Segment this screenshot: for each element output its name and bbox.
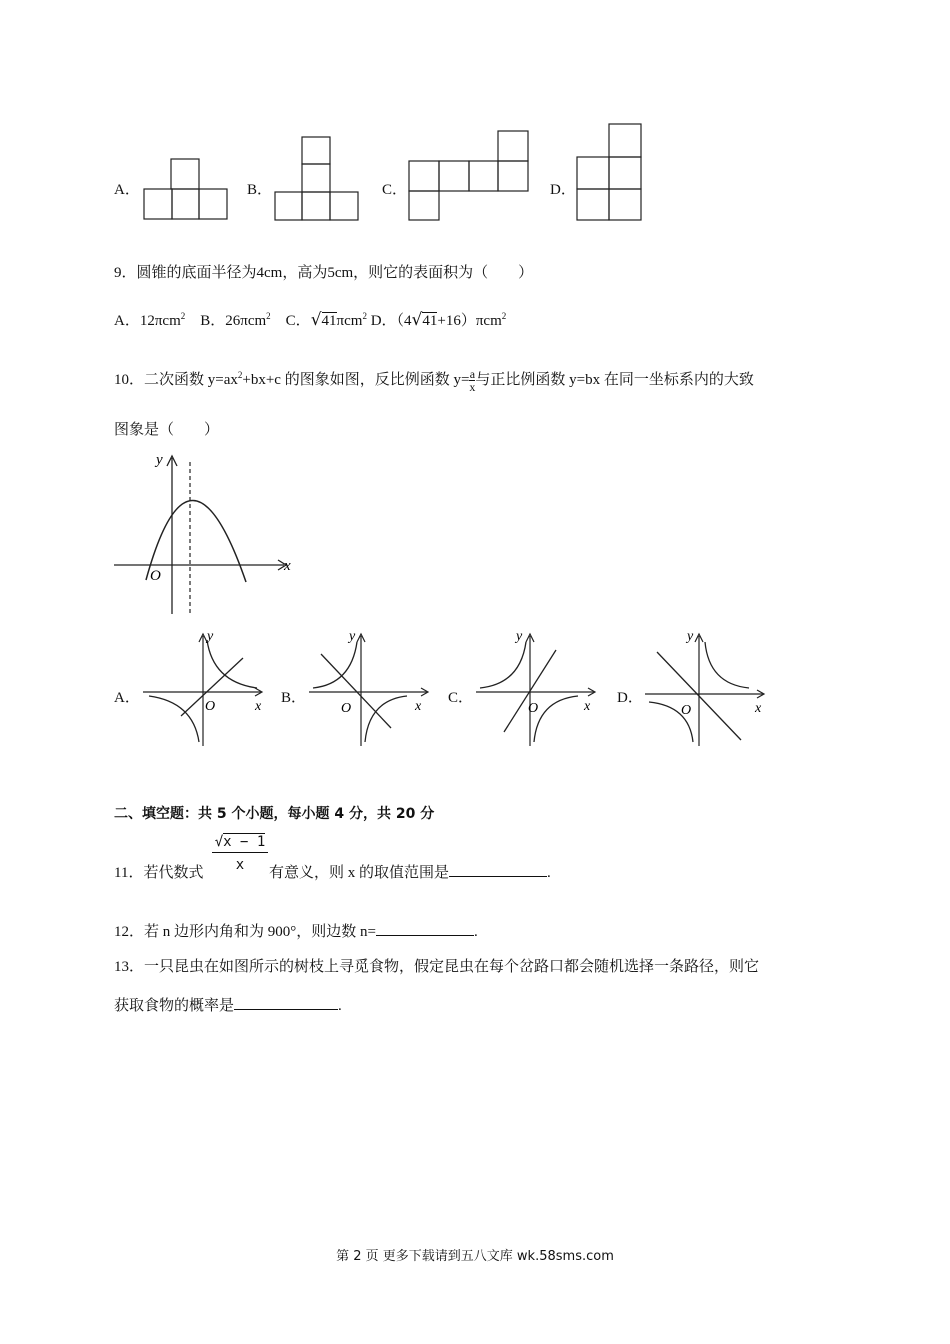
q10-option-d-label: D． bbox=[617, 690, 643, 706]
q11-numerator bbox=[212, 834, 268, 853]
q10-d-axis-y: y bbox=[687, 630, 694, 644]
q9-option-a-label: A． bbox=[114, 313, 140, 329]
q10-parabola-figure bbox=[112, 450, 292, 616]
q10-c-origin: O bbox=[528, 701, 539, 716]
page-footer: 第 2 页 更多下载请到五八文库 wk.58sms.com bbox=[336, 1249, 614, 1264]
q9-option-d-sup: 2 bbox=[501, 311, 507, 321]
q9-option-c-radicand: 41 bbox=[321, 313, 337, 329]
q12-end: . bbox=[473, 924, 478, 940]
q9-option-b-sup: 2 bbox=[266, 311, 271, 321]
q10-option-c-label: C． bbox=[448, 690, 474, 706]
q10-option-a-label: A． bbox=[114, 690, 140, 706]
q10-c-axis-x: x bbox=[584, 699, 591, 714]
q10-d-axis-x: x bbox=[755, 701, 762, 716]
q11-radical-sign: √ bbox=[214, 834, 224, 850]
q8-option-a-figure bbox=[143, 157, 229, 221]
q11-suffix-line bbox=[269, 861, 551, 882]
q13-line1: 13．一只昆虫在如图所示的树枝上寻觅食物，假定昆虫在每个岔路口都会随机选择一条路径，则它 bbox=[114, 959, 760, 975]
q11-suffix: 有意义，则 x 的取值范围是 bbox=[269, 865, 450, 881]
q10-option-a-figure bbox=[141, 630, 267, 748]
q10-axis-x-label: x bbox=[284, 558, 291, 574]
q10-option-c-figure bbox=[474, 630, 600, 748]
q9-option-d-radical: √ bbox=[411, 310, 423, 330]
q9-option-c-sup: 2 bbox=[362, 311, 367, 321]
q8-option-a-label: A． bbox=[114, 182, 140, 198]
q10-frac-num: a bbox=[469, 367, 476, 382]
q9-option-b-value: 26πcm bbox=[225, 313, 267, 329]
q9-option-c-radical: √ bbox=[310, 310, 322, 330]
q11-denominator: x bbox=[235, 857, 245, 873]
q9-option-d-pre: （4 bbox=[396, 313, 412, 329]
q9-options bbox=[114, 309, 506, 330]
q10-b-axis-y: y bbox=[349, 630, 356, 644]
q11-fraction bbox=[212, 834, 268, 873]
q10-a-origin: O bbox=[205, 699, 216, 714]
q10-stem-part3: 与正比例函数 y=bx 在同一坐标系内的大致 bbox=[475, 372, 754, 388]
q9-option-a-sup: 2 bbox=[180, 311, 186, 321]
q13-end: . bbox=[338, 998, 342, 1014]
q9-option-a-value: 12πcm bbox=[139, 313, 181, 329]
q10-axis-y-label: y bbox=[156, 452, 163, 468]
q10-stem-line1 bbox=[114, 368, 754, 393]
q11-answer-blank bbox=[449, 862, 547, 877]
q12-line bbox=[114, 920, 478, 941]
q11-prefix: 11．若代数式 bbox=[114, 865, 204, 881]
q9-option-d-label: D． bbox=[370, 313, 397, 329]
q9-stem: 9．圆锥的底面半径为4cm，高为5cm，则它的表面积为（ ） bbox=[114, 265, 534, 281]
q13-line2 bbox=[114, 994, 342, 1015]
q10-c-axis-y: y bbox=[516, 630, 523, 644]
q11-radicand: x − 1 bbox=[223, 834, 266, 850]
q10-a-axis-x: x bbox=[255, 699, 262, 714]
q8-option-c-label: C． bbox=[382, 182, 408, 198]
q10-b-origin: O bbox=[341, 701, 352, 716]
q10-a-axis-y: y bbox=[207, 630, 214, 644]
q13-answer-blank bbox=[234, 995, 338, 1010]
q9-option-d-radicand: 41 bbox=[422, 313, 438, 329]
q10-stem-line2: 图象是（ ） bbox=[114, 422, 220, 438]
q11-end: . bbox=[547, 865, 551, 881]
q12-prefix: 12．若 n 边形内角和为 900°，则边数 n= bbox=[114, 924, 376, 940]
q10-frac-den: x bbox=[469, 380, 476, 395]
q10-stem-sup: 2 bbox=[237, 370, 243, 380]
q10-d-origin: O bbox=[681, 703, 692, 718]
q10-option-b-label: B． bbox=[281, 690, 307, 706]
q9-option-c-label: C． bbox=[285, 313, 311, 329]
q8-option-d-label: D． bbox=[550, 182, 576, 198]
q10-stem-part1: 10．二次函数 y=ax bbox=[114, 372, 238, 388]
section2-heading: 二、填空题：共 5 个小题，每小题 4 分，共 20 分 bbox=[114, 806, 435, 822]
q12-answer-blank bbox=[376, 921, 474, 936]
q8-option-b-label: B． bbox=[247, 182, 273, 198]
q8-option-b-figure bbox=[274, 136, 360, 222]
q10-option-b-figure bbox=[307, 630, 433, 748]
q8-option-d-figure bbox=[576, 123, 644, 223]
q9-option-b-label: B． bbox=[200, 313, 226, 329]
q9-option-c-unit: πcm bbox=[336, 313, 363, 329]
q10-b-axis-x: x bbox=[415, 699, 422, 714]
q9-option-d-post: +16）πcm bbox=[437, 313, 502, 329]
q10-stem-part2: +bx+c 的图象如图，反比例函数 y= bbox=[242, 372, 470, 388]
q13-prefix: 获取食物的概率是 bbox=[114, 998, 235, 1014]
q10-option-d-figure bbox=[643, 630, 769, 748]
q10-origin-label: O bbox=[150, 568, 161, 584]
q8-option-c-figure bbox=[408, 130, 532, 222]
